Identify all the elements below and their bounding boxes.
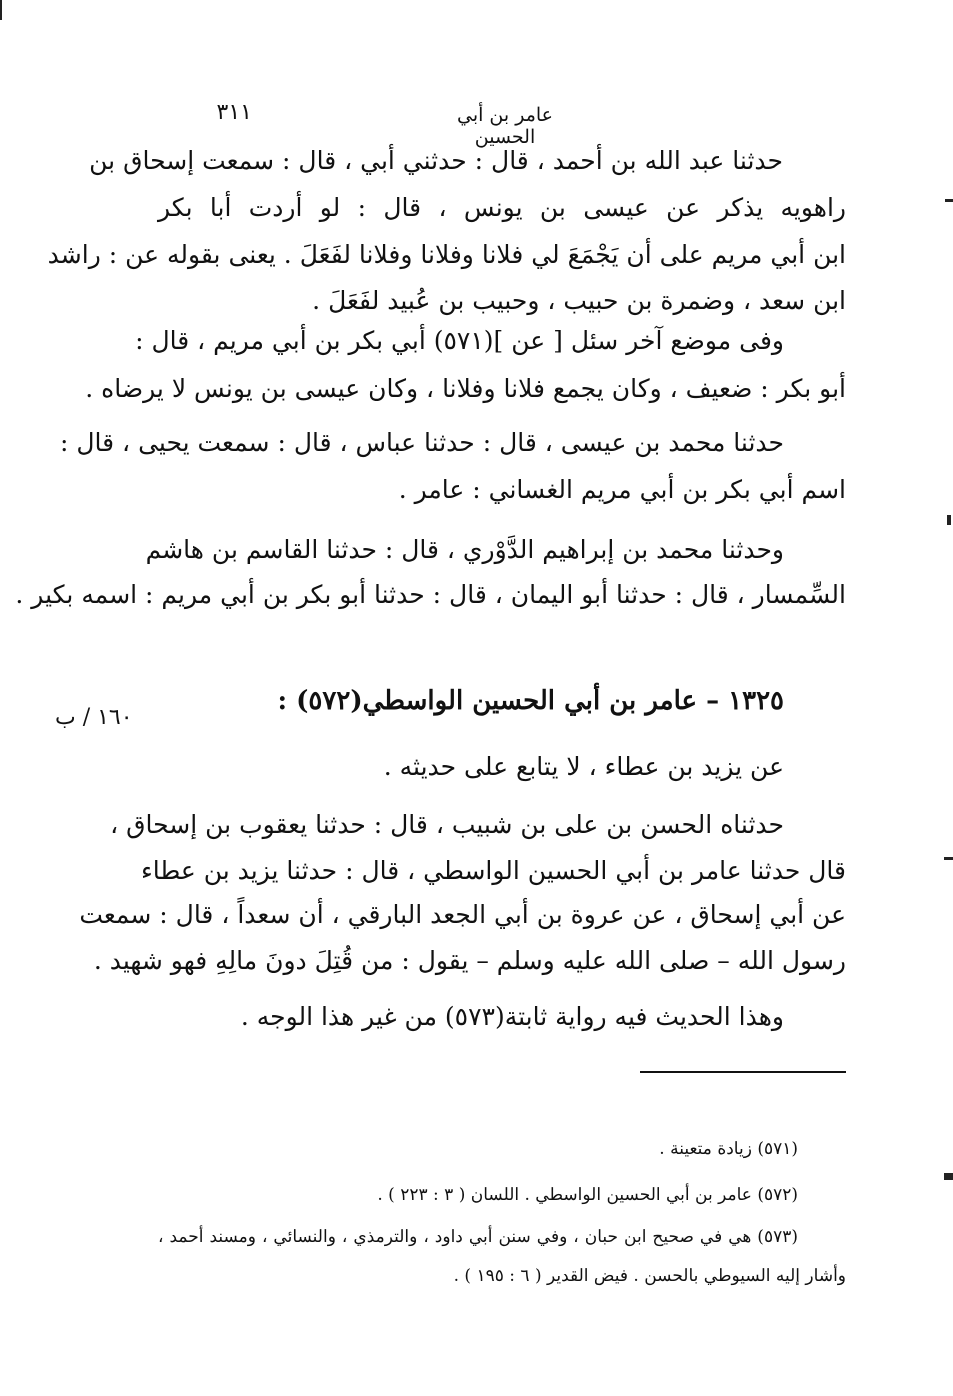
scan-mark — [947, 515, 951, 525]
body-line: رسول الله – صلى الله عليه وسلم – يقول : من قُتِلَ دونَ مالِهِ فهو شهيد . — [93, 946, 846, 975]
scan-mark — [0, 0, 2, 20]
body-line: حدثنا عبد الله بن أحمد ، قال : حدثني أبي ، قال : سمعت إسحاق بن — [89, 146, 783, 175]
body-line: أبو بكر : ضعيف ، وكان يجمع فلانا وفلانا ، وكان عيسى بن يونس لا يرضاه . — [85, 374, 846, 403]
scan-mark — [945, 199, 953, 202]
footnote: وأشار إليه السيوطي بالحسن . فيض القدير ( ٦ : ١٩٥ ) . — [453, 1266, 846, 1286]
scan-mark — [944, 1173, 953, 1180]
footnote: (٥٧٣) هي في صحيح ابن حبان ، وفي سنن أبي داود ، والترمذي ، والنسائي ، ومسند أحمد ، — [158, 1227, 798, 1247]
entry-heading-text: ١٣٢٥ – عامر بن أبي الحسين الواسطي(٥٧٢) : — [277, 686, 784, 716]
page-number: ٣١١ — [216, 100, 252, 125]
body-line: وهذا الحديث فيه رواية ثابتة(٥٧٣) من غير هذا الوجه . — [240, 1002, 784, 1031]
body-line: عن أبي إسحاق ، عن عروة بن أبي الجعد البارقي ، أن سعداً ، قال : سمعت — [79, 900, 846, 929]
body-line: اسم أبي بكر بن أبي مريم الغساني : عامر . — [398, 475, 846, 504]
footnote: (٥٧٢) عامر بن أبي الحسين الواسطي . اللسان ( ٣ : ٢٢٣ ) . — [377, 1185, 798, 1205]
body-line: حدثنا محمد بن عيسى ، قال : حدثنا عباس ، قال : سمعت يحيى ، قال : — [60, 428, 784, 457]
footnote: (٥٧١) زيادة متعينة . — [659, 1139, 798, 1159]
body-line: راهويه يذكر عن عيسى بن يونس ، قال : لو أردت أبا بكر — [158, 193, 846, 222]
body-line: وفى موضع آخر سئل [ عن ](٥٧١) أبي بكر بن أبي مريم ، قال : — [135, 326, 784, 355]
body-line: ابن أبي مريم على أن يَجْمَعَ لي فلانا وفلانا وفلانا لفَعَلَ . يعنى بقوله عن : راشد — [47, 240, 846, 269]
body-line: ابن سعد ، وضمرة بن حبيب ، وحبيب بن عُبيد لفَعَلَ . — [312, 286, 846, 315]
body-line: حدثناه الحسن بن على بن شبيب ، قال : حدثنا يعقوب بن إسحاق ، — [110, 810, 784, 839]
scan-mark — [944, 857, 953, 860]
margin-folio-ref: ١٦٠ / ب — [55, 705, 133, 730]
body-line: عن يزيد بن عطاء ، لا يتابع على حديثه . — [383, 752, 784, 781]
body-line: قال حدثنا عامر بن أبي الحسين الواسطي ، قال : حدثنا يزيد بن عطاء — [140, 856, 846, 885]
footnote-separator — [640, 1071, 846, 1073]
body-line: السِّمسار ، قال : حدثنا أبو اليمان ، قال : حدثنا أبو بكر بن أبي مريم : اسمه بكير . — [15, 580, 846, 609]
running-title: عامر بن أبي الحسين — [456, 104, 554, 148]
body-line: وحدثنا محمد بن إبراهيم الدَّوْري ، قال : حدثنا القاسم بن هاشم — [145, 535, 784, 564]
entry-heading — [277, 684, 784, 718]
